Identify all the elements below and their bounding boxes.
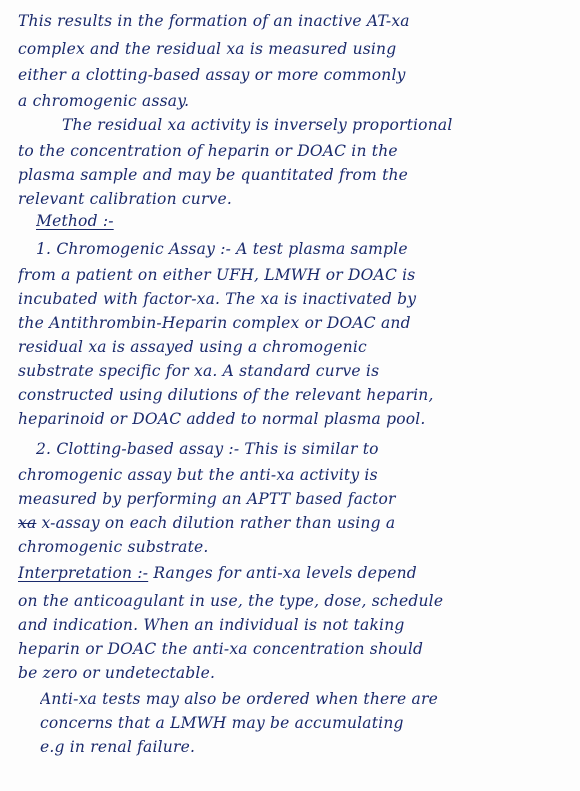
closing-line-3: e.g in renal failure.	[40, 738, 196, 756]
clotting-line-1: 2. Clotting-based assay :- This is similar to	[36, 440, 379, 458]
chromogenic-line-7: constructed using dilutions of the relevant heparin,	[18, 386, 434, 404]
struck-text: xa	[18, 514, 37, 532]
interpretation-line-4: heparin or DOAC the anti-xa concentration should	[18, 640, 424, 658]
closing-line-1: Anti-xa tests may also be ordered when there are	[40, 690, 438, 708]
interpretation-line-1	[18, 564, 580, 582]
intro-line-3: either a clotting-based assay or more commonly	[18, 66, 406, 84]
chromogenic-line-3: incubated with factor-xa. The xa is inactivated by	[18, 290, 417, 308]
chromogenic-line-1: 1. Chromogenic Assay :- A test plasma sample	[36, 240, 408, 258]
proportional-line-4: relevant calibration curve.	[18, 190, 233, 208]
clotting-line-5: chromogenic substrate.	[18, 538, 209, 556]
interpretation-heading: Interpretation :-	[18, 564, 149, 582]
chromogenic-line-4: the Antithrombin-Heparin complex or DOAC and	[18, 314, 411, 332]
proportional-line-3: plasma sample and may be quantitated from the	[18, 166, 409, 184]
clotting-line-4-text: x-assay on each dilution rather than using a	[36, 514, 396, 532]
interpretation-line-5: be zero or undetectable.	[18, 664, 216, 682]
interpretation-line-2: on the anticoagulant in use, the type, dose, schedule	[18, 592, 444, 610]
proportional-line-1: The residual xa activity is inversely proportional	[62, 116, 453, 134]
method-heading: Method :-	[36, 212, 114, 230]
interpretation-line-1-text: Ranges for anti-xa levels depend	[148, 564, 417, 582]
chromogenic-line-5: residual xa is assayed using a chromogenic	[18, 338, 367, 356]
intro-line-2: complex and the residual xa is measured using	[18, 40, 397, 58]
clotting-line-3: measured by performing an APTT based factor	[18, 490, 396, 508]
chromogenic-line-6: substrate specific for xa. A standard curve is	[18, 362, 380, 380]
chromogenic-line-8: heparinoid or DOAC added to normal plasma pool.	[18, 410, 426, 428]
clotting-line-2: chromogenic assay but the anti-xa activity is	[18, 466, 378, 484]
clotting-line-4	[18, 514, 580, 532]
intro-line-4: a chromogenic assay.	[18, 92, 190, 110]
chromogenic-line-2: from a patient on either UFH, LMWH or DOAC is	[18, 266, 416, 284]
intro-line-1: This results in the formation of an inactive AT-xa	[18, 12, 410, 30]
interpretation-line-3: and indication. When an individual is not taking	[18, 616, 405, 634]
closing-line-2: concerns that a LMWH may be accumulating	[40, 714, 404, 732]
proportional-line-2: to the concentration of heparin or DOAC in the	[18, 142, 398, 160]
